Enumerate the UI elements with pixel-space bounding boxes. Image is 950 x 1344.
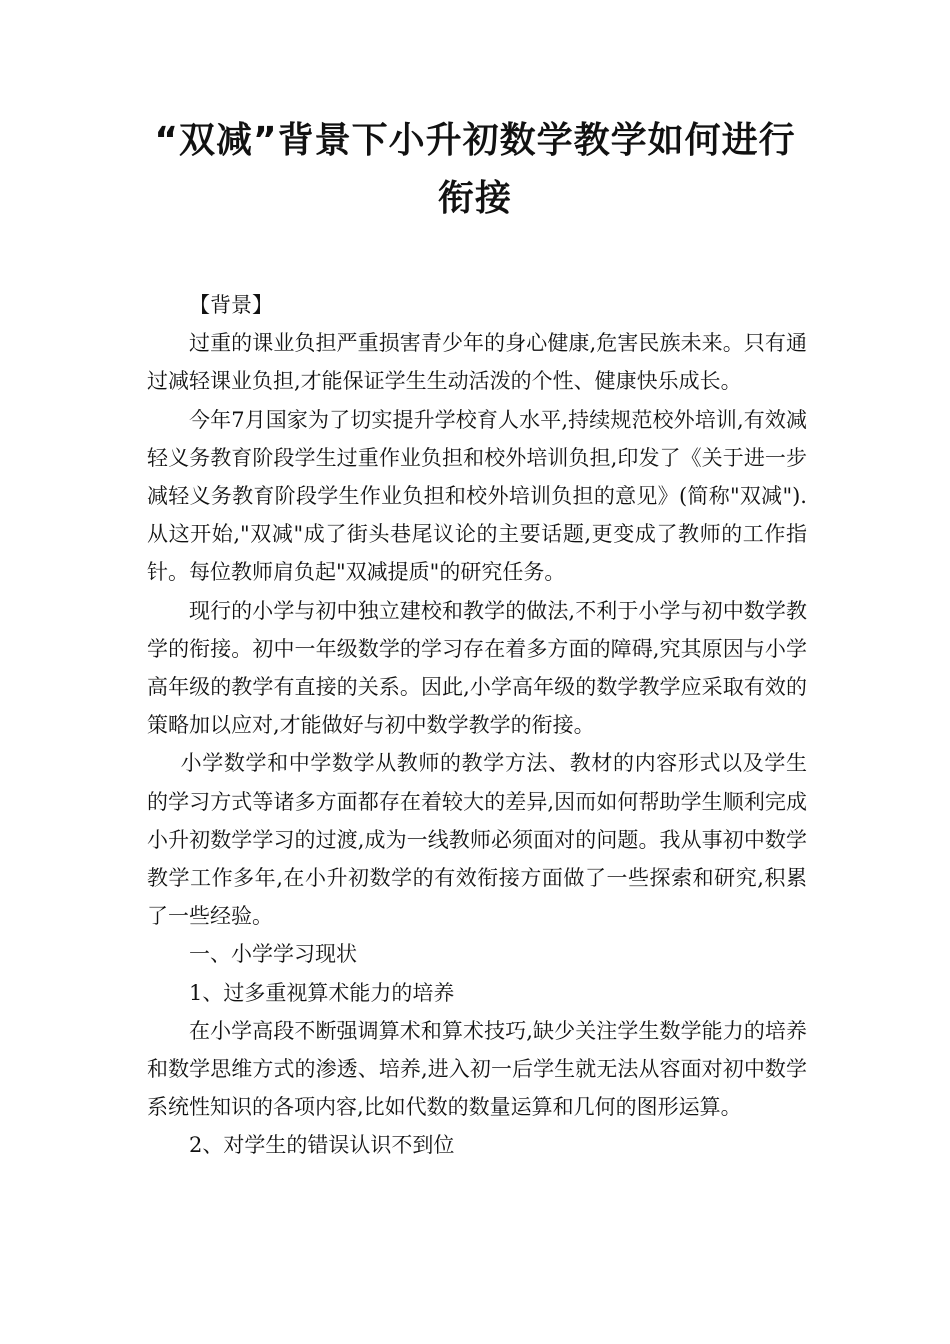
paragraph-1: 过重的课业负担严重损害青少年的身心健康,危害民族未来。只有通过减轻课业负担,才能保证学生生动活泼的个性、健康快乐成长。 <box>147 331 807 394</box>
section-tag: 【背景】 <box>189 293 273 317</box>
heading-1: 一、小学学习现状 <box>189 942 357 967</box>
paragraph-2: 今年7月国家为了切实提升学校育人水平,持续规范校外培训,有效减轻义务教育阶段学生过重作业负担和校外培训负担,印发了《关于进一步减轻义务教育阶段学生作业负担和校外培训负担的意见》(简称"双减").从这开始,"双减"成了街头巷尾议论的主要话题,更变成了教师的工作指针。每位教师肩负起"双减提质"的研究任务。 <box>147 407 807 585</box>
subheading-2: 2、对学生的错误认识不到位 <box>189 1133 455 1158</box>
paragraph-4: 小学数学和中学数学从教师的教学方法、教材的内容形式以及学生的学习方式等诸多方面都存在着较大的差异,因而如何帮助学生顺利完成小升初数学学习的过渡,成为一线教师必须面对的问题。我从事初中数学教学工作多年,在小升初数学的有效衔接方面做了一些探索和研究,积累了一些经验。 <box>147 751 807 929</box>
paragraph-3: 现行的小学与初中独立建校和教学的做法,不利于小学与初中数学教学的衔接。初中一年级数学的学习存在着多方面的障碍,究其原因与小学高年级的教学有直接的关系。因此,小学高年级的数学教学应采取有效的策略加以应对,才能做好与初中数学教学的衔接。 <box>147 598 807 738</box>
document-title: “双减”背景下小升初数学教学如何进行衔接 <box>154 120 796 219</box>
document-body <box>147 286 807 1165</box>
paragraph-5: 在小学高段不断强调算术和算术技巧,缺少关注学生数学能力的培养和数学思维方式的渗透、培养,进入初一后学生就无法从容面对初中数学系统性知识的各项内容,比如代数的数量运算和几何的图形运算。 <box>147 1018 807 1120</box>
subheading-1: 1、过多重视算术能力的培养 <box>189 980 455 1005</box>
